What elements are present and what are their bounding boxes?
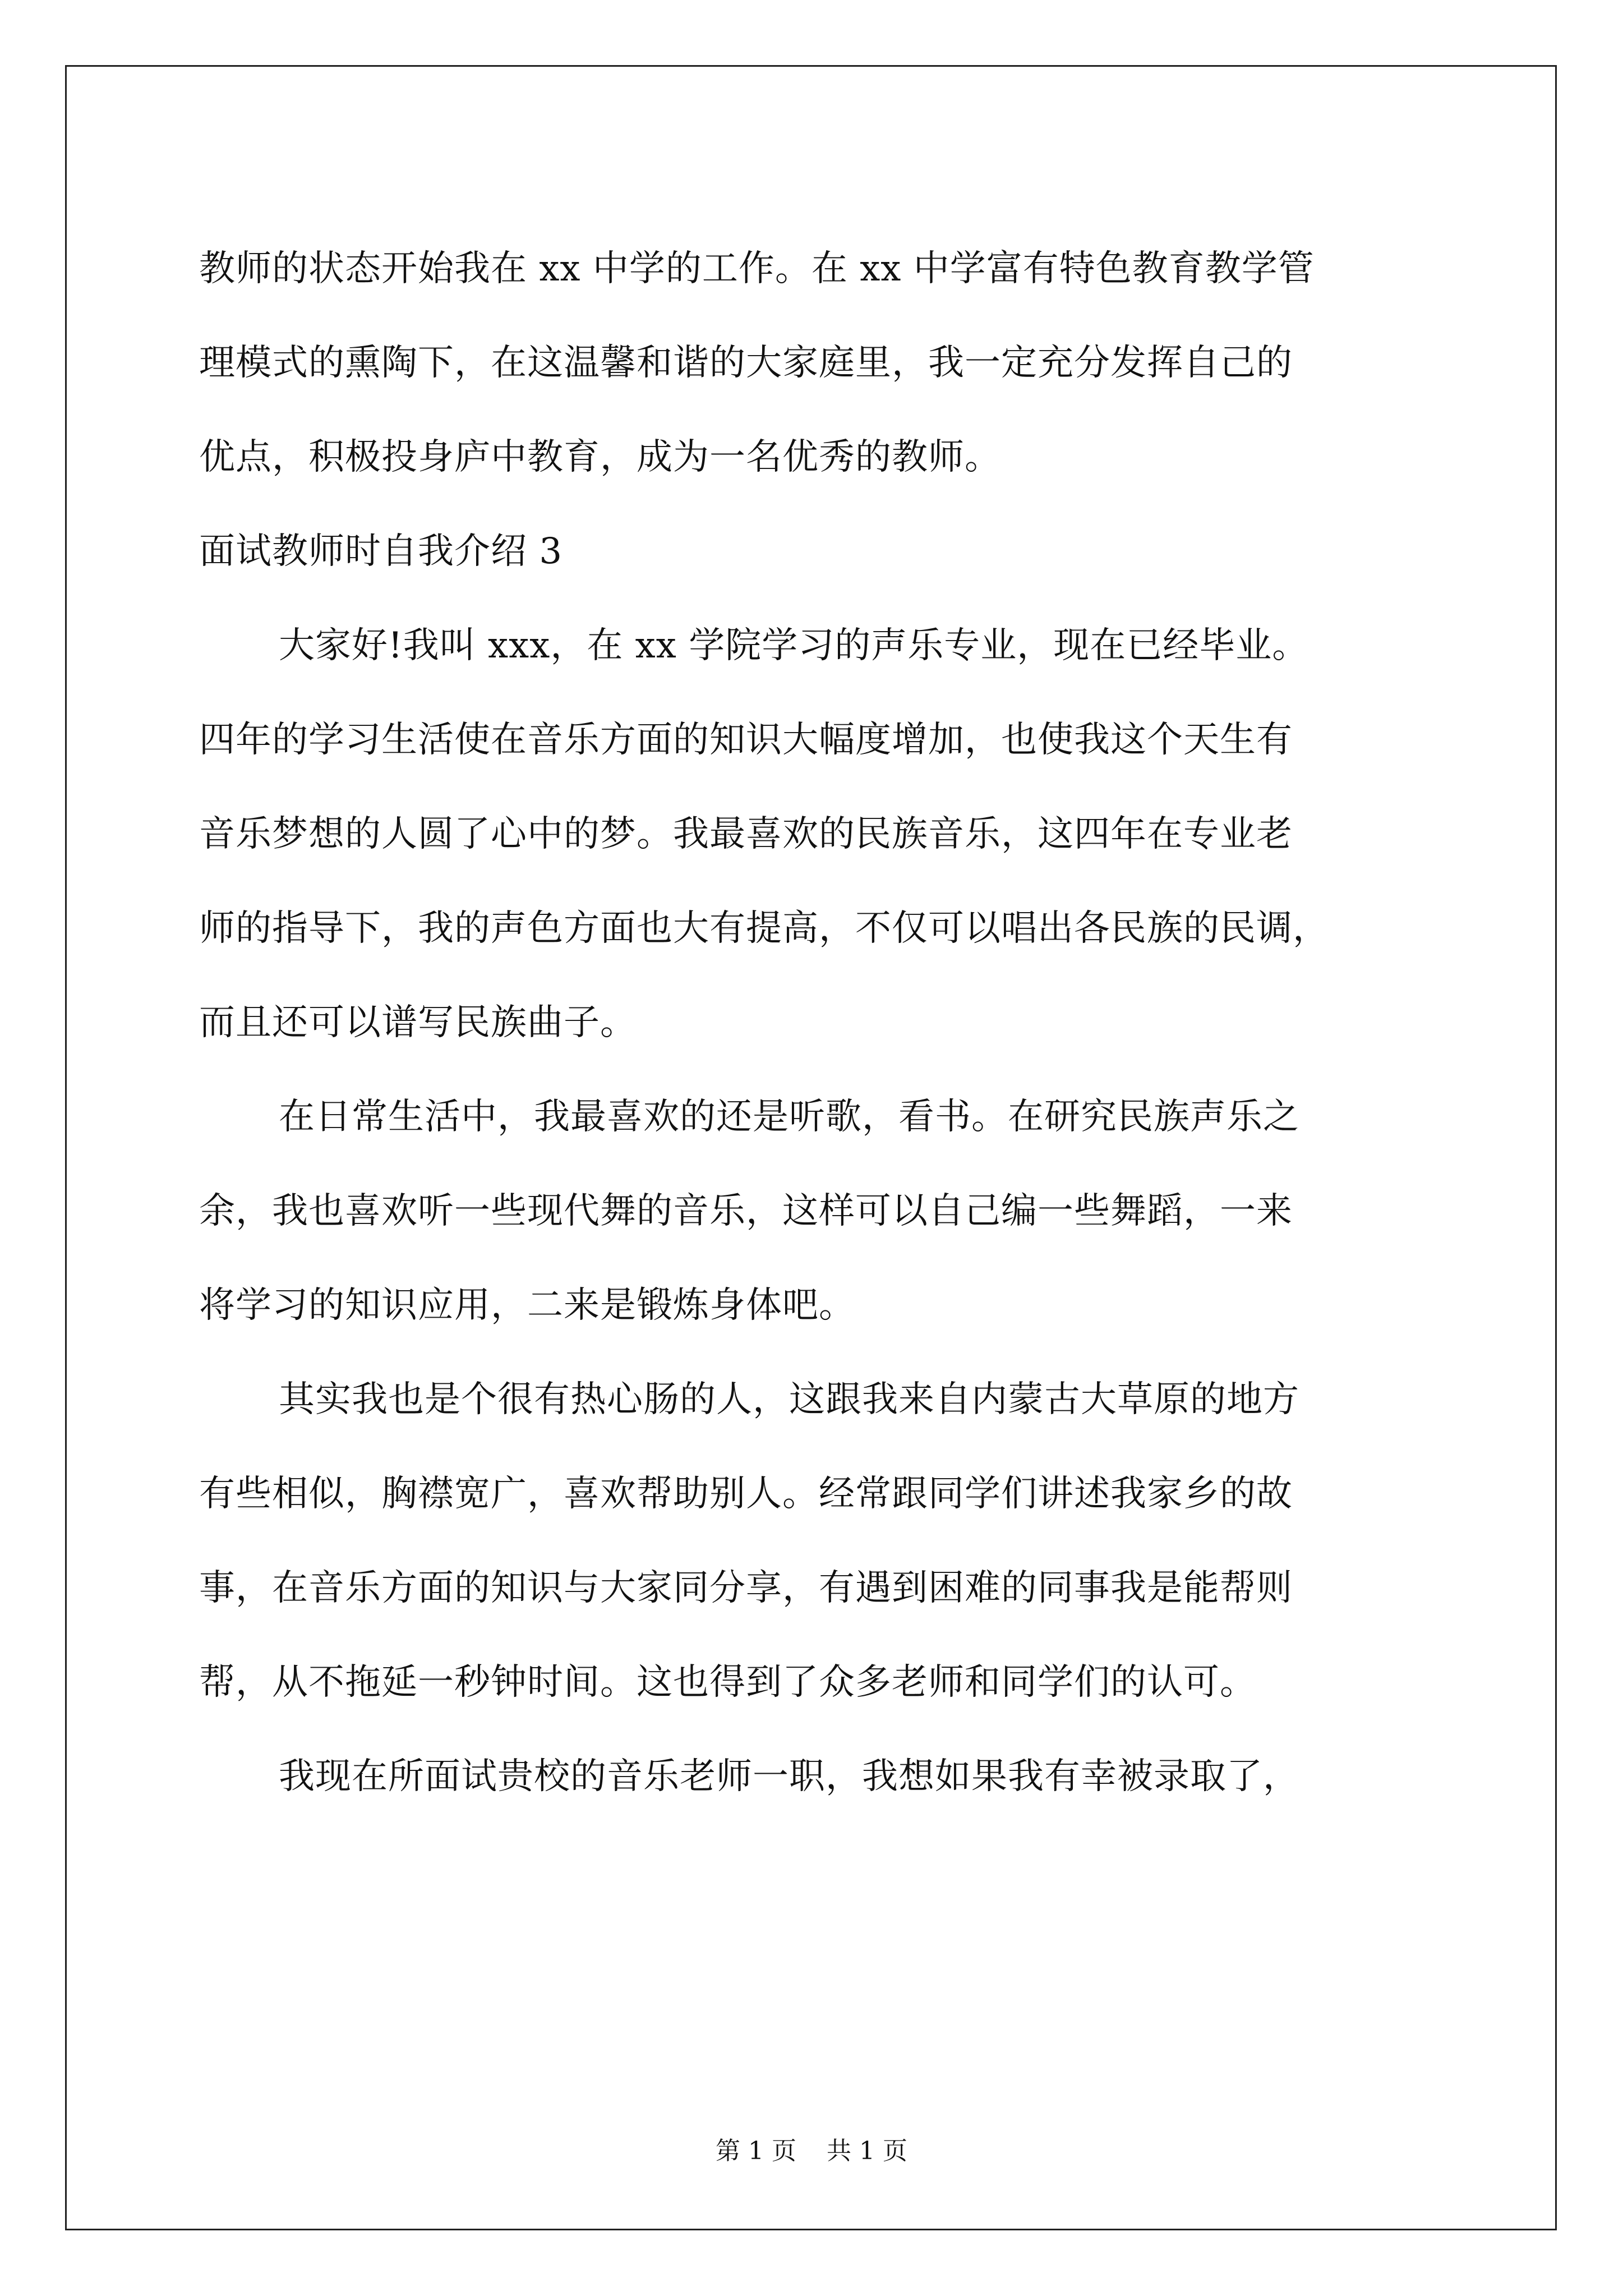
page-footer (0, 2134, 1623, 2168)
paragraph-line: 理模式的熏陶下，在这温馨和谐的大家庭里，我一定充分发挥自己的 (199, 342, 1293, 384)
paragraph-line: 在日常生活中，我最喜欢的还是听歌，看书。在研究民族声乐之 (279, 1096, 1299, 1138)
page-number: 第 1 页 (716, 2137, 796, 2165)
document-body (199, 222, 1455, 1824)
paragraph-line: 事，在音乐方面的知识与大家同分享，有遇到困难的同事我是能帮则 (199, 1567, 1293, 1609)
paragraph-line: 有些相似，胸襟宽广，喜欢帮助别人。经常跟同学们讲述我家乡的故 (199, 1473, 1293, 1515)
section-heading: 面试教师时自我介绍 3 (199, 531, 563, 572)
paragraph-line: 优点，积极投身庐中教育，成为一名优秀的教师。 (199, 436, 1001, 478)
paragraph-line: 大家好!我叫 xxx，在 xx 学院学习的声乐专业，现在已经毕业。 (279, 625, 1309, 666)
paragraph-line: 师的指导下，我的声色方面也大有提高，不仅可以唱出各民族的民调， (199, 908, 1329, 949)
paragraph-line: 音乐梦想的人圆了心中的梦。我最喜欢的民族音乐，这四年在专业老 (199, 813, 1293, 855)
paragraph-line: 四年的学习生活使在音乐方面的知识大幅度增加，也使我这个天生有 (199, 719, 1293, 761)
paragraph-line: 而且还可以谱写民族曲子。 (199, 1002, 637, 1043)
paragraph-line: 将学习的知识应用，二来是锻炼身体吧。 (199, 1285, 855, 1326)
paragraph-line: 帮，从不拖延一秒钟时间。这也得到了众多老师和同学们的认可。 (199, 1662, 1256, 1703)
paragraph-line: 其实我也是个很有热心肠的人，这跟我来自内蒙古大草原的地方 (279, 1379, 1299, 1420)
paragraph-line: 余，我也喜欢听一些现代舞的音乐，这样可以自己编一些舞蹈，一来 (199, 1190, 1293, 1232)
paragraph-line: 我现在所面试贵校的音乐老师一职，我想如果我有幸被录取了， (279, 1756, 1299, 1797)
page-total: 共 1 页 (827, 2137, 907, 2165)
paragraph-line: 教师的状态开始我在 xx 中学的工作。在 xx 中学富有特色教育教学管 (199, 248, 1315, 289)
